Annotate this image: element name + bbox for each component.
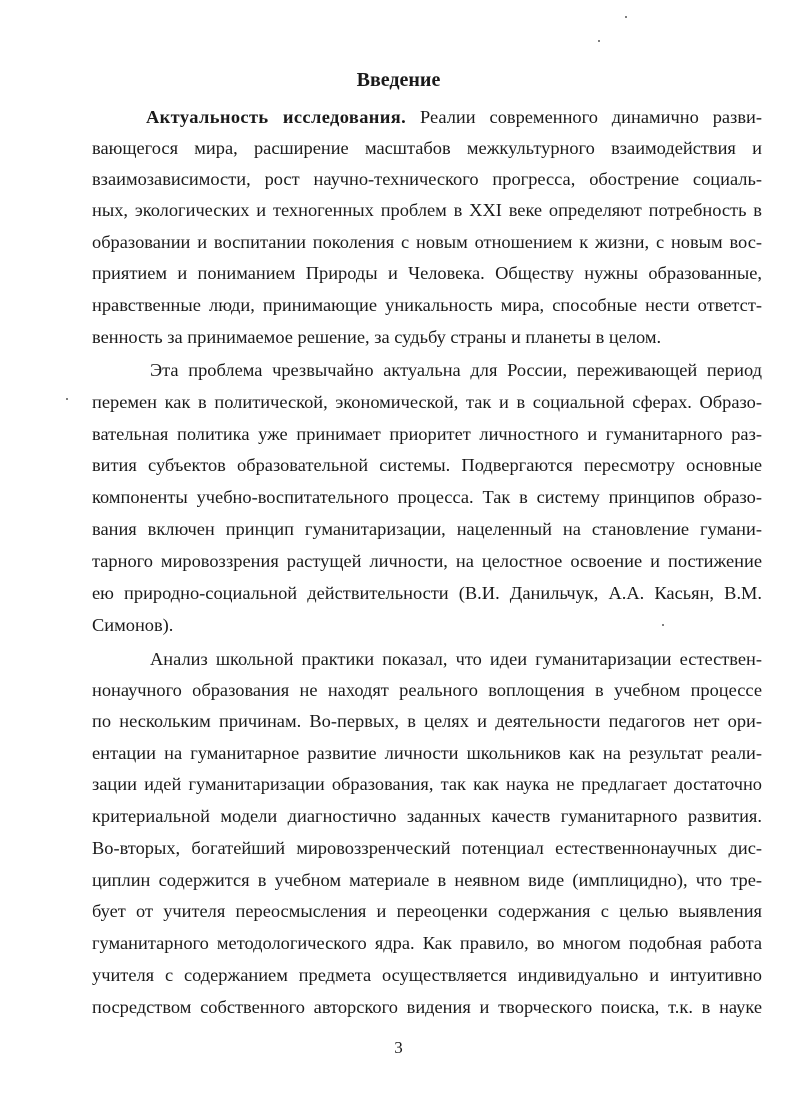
- paragraph-line: Эта проблема чрезвычайно актуальна для России, переживающей период: [150, 360, 762, 380]
- paragraph-line: образовании и воспитании поколения с новым отношением к жизни, с новым вос-: [92, 232, 762, 252]
- paragraph-line: компоненты учебно-воспитательного процесса. Так в систему принципов образо-: [92, 487, 762, 507]
- paragraph-line: зации идей гуманитаризации образования, так как наука не предлагает достаточно: [92, 774, 762, 794]
- paragraph-line: вания включен принцип гуманитаризации, нацеленный на становление гумани-: [92, 519, 762, 539]
- paragraph-line: учителя с содержанием предмета осуществляется индивидуально и интуитивно: [92, 965, 762, 985]
- line-text: Реалии современного динамично разви-: [406, 107, 762, 127]
- paragraph-line: перемен как в политической, экономической, так и в социальной сферах. Образо-: [92, 392, 762, 412]
- paragraph-line: венность за принимаемое решение, за судьбу страны и планеты в целом.: [92, 327, 662, 347]
- paragraph-line: приятием и пониманием Природы и Человека. Обществу нужны образованные,: [92, 263, 762, 283]
- page-number: 3: [394, 1038, 403, 1057]
- paragraph-line: по нескольким причинам. Во-первых, в целях и деятельности педагогов нет ори-: [92, 711, 762, 731]
- paragraph-line: нравственные люди, принимающие уникальность мира, способные нести ответст-: [92, 295, 762, 315]
- paragraph-line: тарного мировоззрения растущей личности, на целостное освоение и постижение: [92, 551, 762, 571]
- paragraph-line: циплин содержится в учебном материале в неявном виде (имплицидно), что тре-: [92, 870, 762, 890]
- paragraph-line: бует от учителя переосмысления и переоценки содержания с целью выявления: [92, 901, 762, 921]
- scan-speck: [66, 398, 68, 400]
- section-title: Введение: [356, 69, 441, 91]
- scan-speck: [598, 40, 600, 42]
- scan-speck: [625, 16, 627, 18]
- paragraph-line: Во-вторых, богатейший мировоззренческий потенциал естественнонаучных дис-: [92, 838, 762, 858]
- paragraph-line: Анализ школьной практики показал, что идеи гуманитаризации естествен-: [150, 649, 762, 669]
- paragraph-line: ею природно-социальной действительности (В.И. Данильчук, А.А. Касьян, В.М.: [92, 583, 762, 603]
- paragraph-line: вательная политика уже принимает приоритет личностного и гуманитарного раз-: [92, 424, 762, 444]
- paragraph-line: Симонов).: [92, 615, 174, 635]
- paragraph-line: ентации на гуманитарное развитие личности школьников как на результат реали-: [92, 743, 762, 763]
- paragraph-line: [146, 102, 762, 132]
- paragraph-line: нонаучного образования не находят реального воплощения в учебном процессе: [92, 680, 762, 700]
- paragraph-line: критериальной модели диагностично заданных качеств гуманитарного развития.: [92, 806, 762, 826]
- paragraph-line: взаимозависимости, рост научно-технического прогресса, обострение социаль-: [92, 169, 762, 189]
- paragraph-line: ных, экологических и техногенных проблем в XXI веке определяют потребность в: [92, 200, 762, 220]
- paragraph-line: вития субъектов образовательной системы. Подвергаются пересмотру основные: [92, 455, 762, 475]
- lead-phrase: Актуальность исследования.: [146, 107, 407, 127]
- paragraph-line: гуманитарного методологического ядра. Как правило, во многом подобная работа: [92, 933, 762, 953]
- paragraph-line: вающегося мира, расширение масштабов межкультурного взаимодействия и: [92, 138, 762, 158]
- paragraph-line: посредством собственного авторского видения и творческого поиска, т.к. в науке: [92, 997, 762, 1017]
